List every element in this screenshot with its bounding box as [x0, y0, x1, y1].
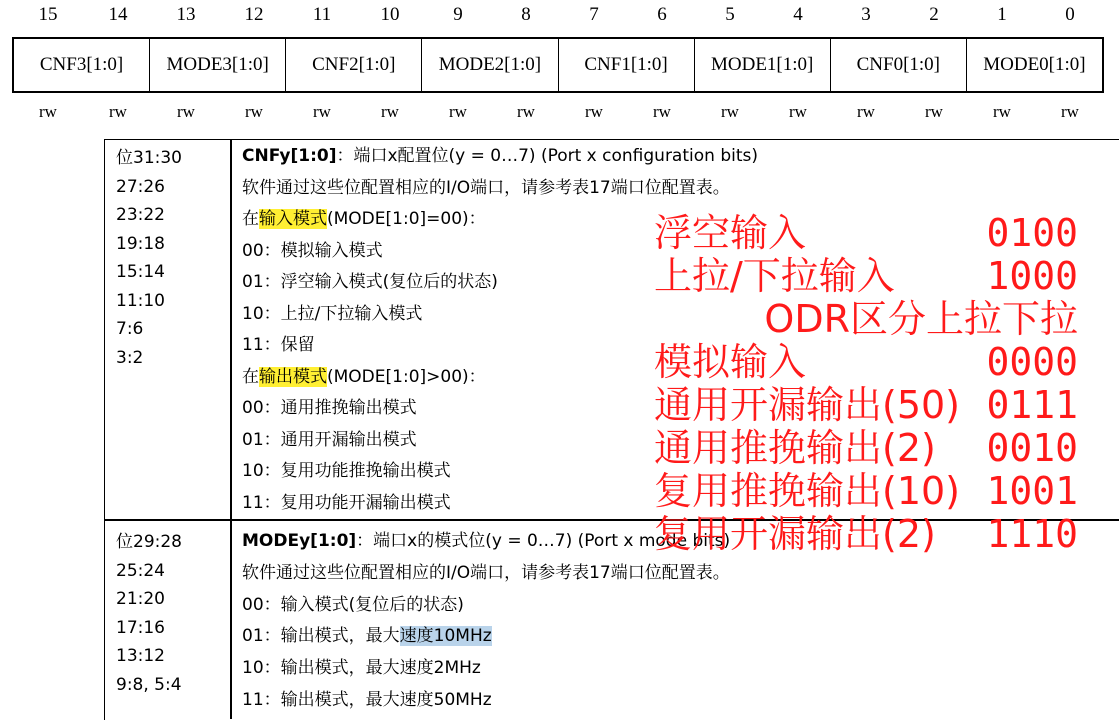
bit-number: 9	[453, 4, 463, 25]
access-row	[0, 99, 1119, 129]
annotation-code: 0111	[986, 383, 1078, 427]
annotation-row	[654, 341, 1084, 383]
access-label: rw	[177, 102, 195, 121]
cnf-output-item: 00：通用推挽输出模式	[242, 398, 417, 418]
bit-range: 7:6	[116, 319, 144, 339]
access-label: rw	[857, 102, 875, 121]
access-label: rw	[789, 102, 807, 121]
access-label: rw	[313, 102, 331, 121]
annotation-code: 0010	[986, 426, 1078, 470]
bit-number: 14	[108, 4, 128, 25]
access-label: rw	[39, 102, 57, 121]
table-column-divider	[230, 139, 232, 719]
annotation-row	[654, 384, 1084, 426]
bit-number: 15	[38, 4, 58, 25]
bit-number: 7	[589, 4, 599, 25]
suffix: (MODE[1:0]=00)：	[327, 209, 486, 229]
bit-number: 3	[861, 4, 871, 25]
bit-range: 9:8, 5:4	[116, 674, 182, 695]
bit-range: 23:22	[116, 205, 165, 225]
cnf-output-item: 10：复用功能推挽输出模式	[242, 461, 451, 481]
cnf-output-item: 11：复用功能开漏输出模式	[242, 492, 451, 513]
cnf-output-item: 01：通用开漏输出模式	[242, 429, 417, 450]
cnf-input-item: 11：保留	[242, 335, 315, 355]
bit-number: 2	[929, 4, 939, 25]
annotation-row	[654, 212, 1084, 254]
bit-range: 11:10	[116, 290, 165, 311]
access-label: rw	[585, 102, 603, 121]
bit-number: 1	[997, 4, 1007, 25]
field-cnf2: CNF2[1:0]	[286, 39, 422, 91]
cnf-title-rest: ：端口x配置位(y = 0…7) (Port x configuration bits)	[336, 146, 758, 166]
annotation-label: 浮空输入	[654, 211, 807, 255]
annotation-row	[654, 513, 1084, 555]
mode-item: 00：输入模式(复位后的状态)	[242, 594, 464, 615]
cnf-bit-positions	[116, 144, 182, 372]
access-label: rw	[109, 102, 127, 121]
field-mode0: MODE0[1:0]	[983, 54, 1086, 75]
annotation-label: 通用开漏输出(50)	[654, 383, 961, 427]
bit-number: 6	[657, 4, 667, 25]
cnf-title	[242, 141, 758, 173]
annotation-label: 上拉/下拉输入	[654, 254, 895, 298]
prefix: 在	[242, 209, 259, 229]
prefix: 在	[242, 366, 259, 387]
bit-range: 17:16	[116, 617, 165, 638]
register-field-box	[12, 37, 1104, 93]
access-label: rw	[721, 102, 739, 121]
cnf-input-item: 10：上拉/下拉输入模式	[242, 303, 423, 324]
access-label: rw	[245, 102, 263, 121]
access-label: rw	[449, 102, 467, 121]
mode-line1: 软件通过这些位配置相应的I/O端口，请参考表17端口位配置表。	[242, 562, 730, 583]
annotation-label: 模拟输入	[654, 340, 807, 384]
mode-title-bold: MODEy[1:0]	[242, 531, 357, 551]
field-mode3: MODE3[1:0]	[150, 39, 286, 91]
access-label: rw	[381, 102, 399, 121]
suffix: (MODE[1:0]>00)：	[327, 366, 486, 387]
bit-number: 11	[312, 4, 332, 25]
mode-title-rest: ：端口x的模式位(y = 0…7) (Port x mode bits)	[356, 531, 731, 551]
cnf-title-bold: CNFy[1:0]	[242, 146, 337, 166]
bit-range: 15:14	[116, 262, 165, 282]
bit-range: 位31:30	[116, 148, 182, 168]
bit-number-row	[0, 0, 1119, 36]
annotation-row	[654, 298, 1084, 340]
bit-number: 8	[521, 4, 531, 25]
mode-bit-positions	[116, 528, 182, 699]
annotation-code: 1000	[986, 254, 1078, 298]
access-label: rw	[653, 102, 671, 121]
cnf-line1: 软件通过这些位配置相应的I/O端口，请参考表17端口位配置表。	[242, 177, 730, 198]
bit-number: 10	[380, 4, 400, 25]
bit-number: 0	[1065, 4, 1075, 25]
bit-number: 13	[176, 4, 196, 25]
annotation-code: 1001	[986, 469, 1078, 513]
annotation-note: ODR区分上拉下拉	[764, 297, 1078, 341]
bit-range: 13:12	[116, 646, 165, 666]
mode-item	[242, 621, 730, 653]
access-label: rw	[1061, 102, 1079, 121]
annotation-label: 复用开漏输出(2)	[654, 512, 936, 556]
bit-range: 27:26	[116, 176, 165, 197]
bit-number: 5	[725, 4, 735, 25]
annotation-code: 1110	[986, 512, 1078, 556]
mode-item: 11：输出模式，最大速度50MHz	[242, 689, 492, 710]
input-mode-highlight: 输入模式	[259, 209, 327, 229]
annotation-code: 0000	[986, 340, 1078, 384]
bit-range: 25:24	[116, 560, 165, 581]
output-mode-highlight: 输出模式	[259, 366, 327, 387]
annotation-row	[654, 255, 1084, 297]
selected-text-highlight: 速度10MHz	[399, 626, 492, 647]
prefix: 01：输出模式，最大	[242, 626, 400, 647]
bit-range: 21:20	[116, 589, 165, 609]
annotation-row	[654, 470, 1084, 512]
field-mode2: MODE2[1:0]	[422, 39, 558, 91]
access-label: rw	[993, 102, 1011, 121]
bit-range: 3:2	[116, 347, 144, 368]
cnf-input-item: 00：模拟输入模式	[242, 240, 383, 261]
annotation-row	[654, 427, 1084, 469]
annotation-label: 通用推挽输出(2)	[654, 426, 936, 470]
cnf-input-item: 01：浮空输入模式(复位后的状态)	[242, 272, 498, 292]
bit-number: 4	[793, 4, 803, 25]
annotation-code: 0100	[986, 211, 1078, 255]
annotation-label: 复用推挽输出(10)	[654, 469, 961, 513]
field-cnf3: CNF3[1:0]	[14, 39, 150, 91]
mode-item: 10：输出模式，最大速度2MHz	[242, 658, 481, 679]
field-cnf1: CNF1[1:0]	[559, 39, 695, 91]
access-label: rw	[925, 102, 943, 121]
bit-range: 位29:28	[116, 532, 182, 552]
bit-range: 19:18	[116, 233, 165, 254]
bit-number: 12	[244, 4, 264, 25]
field-cnf0: CNF0[1:0]	[831, 39, 967, 91]
access-label: rw	[517, 102, 535, 121]
field-mode1: MODE1[1:0]	[695, 39, 831, 91]
